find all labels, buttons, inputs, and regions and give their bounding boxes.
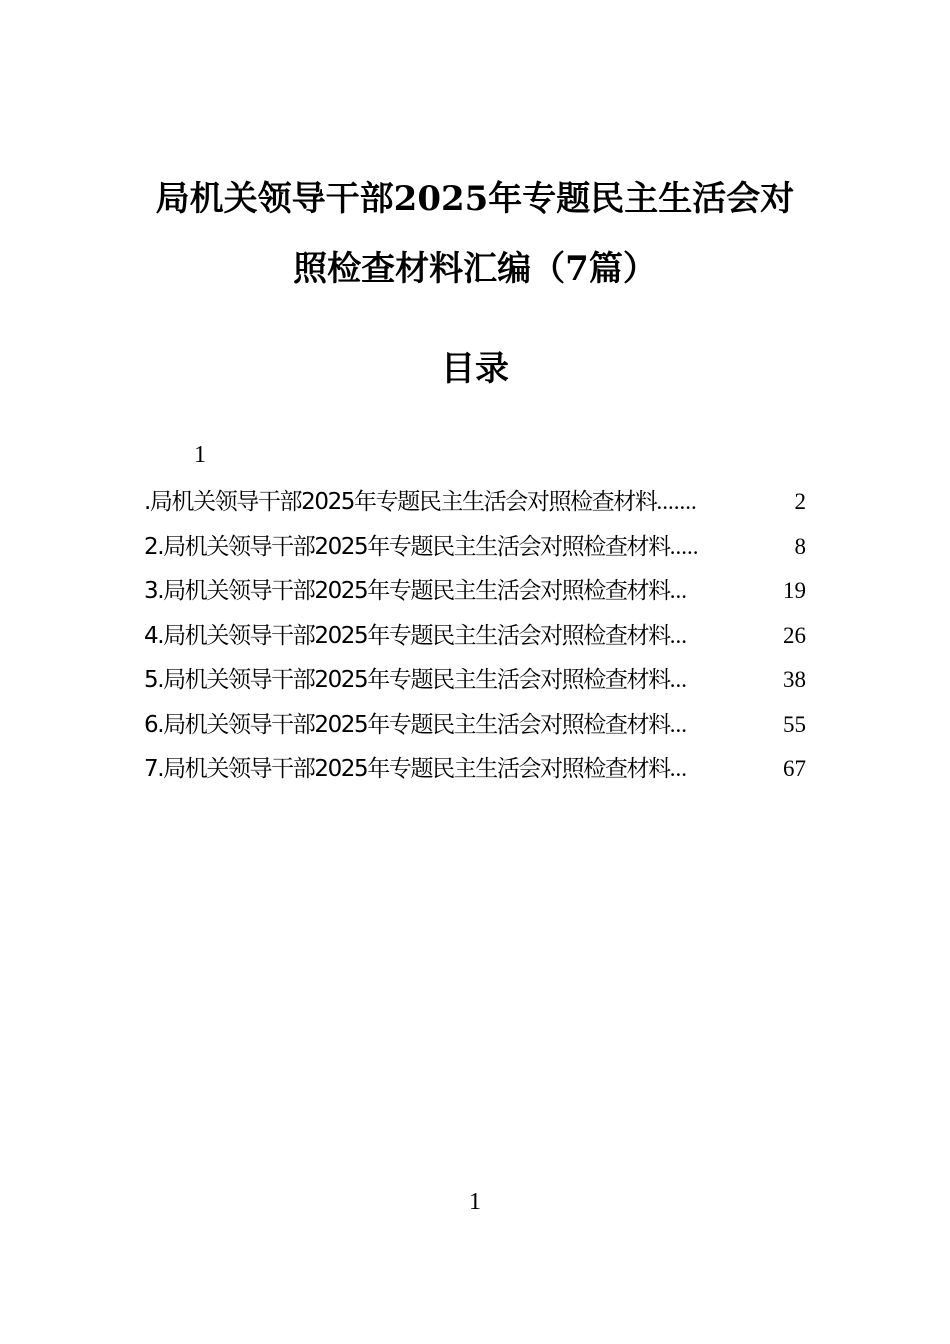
document-title-line-1: 局机关领导干部2025年专题民主生活会对	[155, 179, 795, 219]
toc-entry-leader: ...	[669, 578, 687, 603]
document-title-line-2: 照检查材料汇编（7篇）	[293, 249, 657, 289]
toc-entry-leader: ...	[669, 711, 687, 737]
toc-entry-page: 19	[783, 578, 806, 603]
toc-entry-title: 7.局机关领导干部2025年专题民主生活会对照检查材料	[144, 756, 670, 782]
toc-entry-title: 3.局机关领导干部2025年专题民主生活会对照检查材料	[144, 578, 670, 604]
toc-entry-3[interactable]	[144, 571, 806, 616]
toc-entry-title: 6.局机关领导干部2025年专题民主生活会对照检查材料	[144, 711, 670, 738]
toc-entry-leader: ...	[669, 667, 687, 692]
page-number: 1	[469, 1189, 481, 1215]
toc-entry-6[interactable]	[144, 705, 806, 750]
toc-entry-leader: .....	[669, 533, 699, 559]
toc-entry-page: 38	[783, 667, 806, 692]
toc-entry-leader: ...	[669, 622, 687, 648]
toc-entry-2[interactable]	[144, 527, 806, 572]
toc-entry-4[interactable]	[144, 616, 806, 661]
toc-entry-5[interactable]	[144, 660, 806, 705]
toc-entry-page: 67	[783, 756, 806, 781]
toc-heading: 目录	[441, 349, 509, 389]
toc-entry-title: 5.局机关领导干部2025年专题民主生活会对照检查材料	[144, 667, 670, 693]
toc-entry-page: 55	[783, 711, 806, 737]
toc-entry-leader: .......	[656, 489, 697, 514]
toc-entry-1[interactable]	[144, 482, 806, 527]
toc-entry-page: 26	[783, 622, 806, 648]
toc-entry-page: 2	[794, 489, 806, 514]
toc-entry-page: 8	[794, 533, 806, 559]
toc-entry-leader: ...	[669, 756, 687, 781]
toc-entry-7[interactable]	[144, 749, 806, 794]
table-of-contents	[144, 482, 806, 794]
toc-first-number: 1	[194, 442, 206, 468]
toc-entry-title: .局机关领导干部2025年专题民主生活会对照检查材料	[144, 489, 657, 515]
toc-entry-title: 2.局机关领导干部2025年专题民主生活会对照检查材料	[144, 533, 670, 560]
toc-entry-title: 4.局机关领导干部2025年专题民主生活会对照检查材料	[144, 622, 670, 649]
